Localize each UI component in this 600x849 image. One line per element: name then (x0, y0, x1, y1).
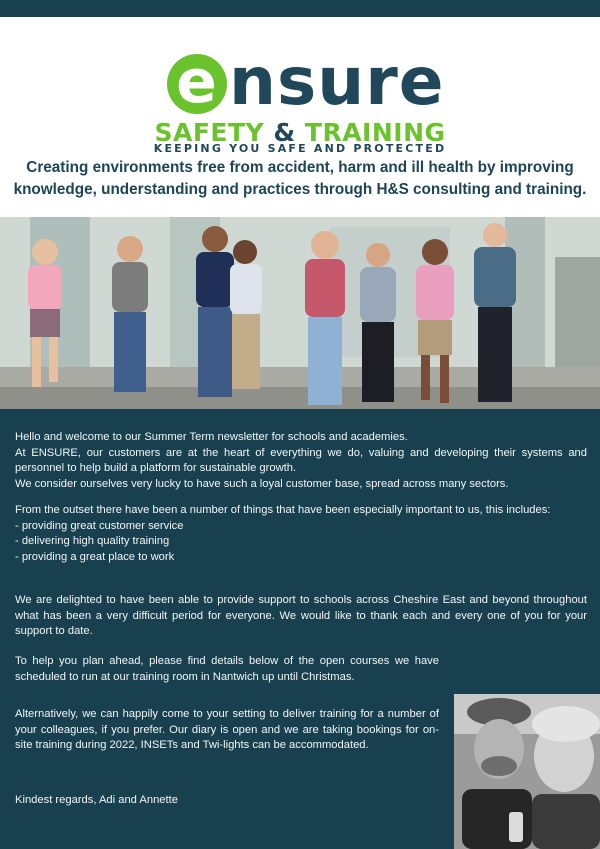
logo-sub-right: TRAINING (304, 118, 446, 147)
bullet-item: - providing great customer service (15, 519, 184, 532)
logo-e-mark: e (167, 54, 227, 114)
hero-photo-children-running (0, 217, 600, 409)
support-paragraph: We are delighted to have been able to provide support to schools across Cheshire East and beyond throughout what has been a very difficult period for everyone. We would like to thank each and every one of you for your support to date. (15, 594, 587, 638)
logo-sub-amp: & (273, 118, 296, 147)
intro-line: Hello and welcome to our Summer Term newsletter for schools and academies. (15, 431, 408, 443)
hero-illustration (0, 217, 600, 409)
child-8 (474, 223, 516, 402)
mission-statement: Creating environments free from accident, harm and ill health by improving knowledge, understanding and practices through H&S consulting and training. (13, 159, 587, 198)
founders-illustration (454, 694, 600, 849)
founders-photo (454, 694, 600, 849)
newsletter-body (0, 409, 600, 849)
outset-paragraph (15, 503, 587, 565)
top-band (0, 0, 600, 17)
intro-line: We consider ourselves very lucky to have such a loyal customer base, spread across many sectors. (15, 477, 509, 490)
logo-sub-left: SAFETY (154, 118, 265, 147)
ensure-logo (0, 42, 600, 154)
logo-word-rest: nsure (229, 43, 445, 120)
alternative-paragraph: Alternatively, we can happily come to your setting to deliver training for a number of your colleagues, if you prefer. Our diary is open and we are taking bookings for on-site training during 2022, INSETs and Twi-lights can be accommodated. (15, 708, 439, 752)
plan-paragraph: To help you plan ahead, please find details below of the open courses we have scheduled to run at our training room in Nantwich up until Christmas. (15, 655, 439, 683)
bullet-item: - providing a great place to work (15, 550, 175, 563)
tagline: KEEPING YOU SAFE AND PROTECTED (153, 142, 447, 155)
bullet-item: - delivering high quality training (15, 535, 170, 548)
intro-line: At ENSURE, our customers are at the heart of everything we do, valuing and developing their systems and personnel to help build a platform for sustainable growth. (15, 446, 587, 475)
intro-paragraph (15, 430, 587, 492)
header (0, 17, 600, 217)
logo-wordmark (167, 42, 445, 122)
signoff: Kindest regards, Adi and Annette (15, 794, 178, 806)
outset-text: From the outset there have been a number of things that have been especially important to us, this includes: (15, 504, 551, 516)
